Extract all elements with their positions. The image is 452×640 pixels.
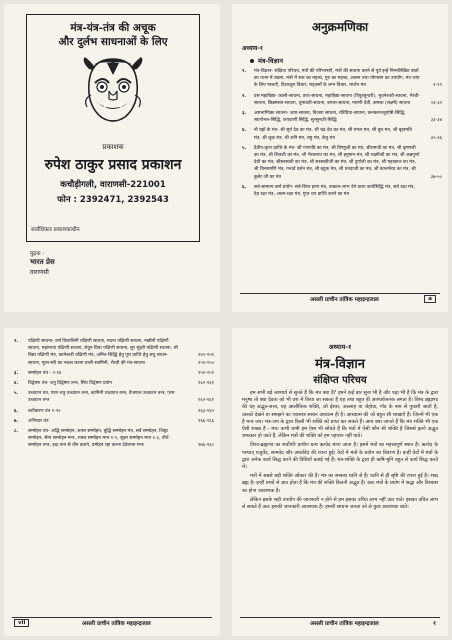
toc-item-number: २. xyxy=(242,93,247,99)
toc-chapter-title-text: मंत्र-विज्ञान xyxy=(258,57,283,65)
page-number: a xyxy=(424,295,436,303)
toc-item-number: ३. xyxy=(242,111,247,117)
printer-city: वाराणसी xyxy=(30,269,49,276)
contents-list xyxy=(14,338,214,453)
toc-item-number: ४. xyxy=(242,128,247,134)
page-number: vii xyxy=(14,619,29,627)
contents-item-pages: १६३-१६५ xyxy=(198,408,214,414)
contents-item-number: ६. xyxy=(14,408,19,414)
toc-footer xyxy=(240,293,440,304)
rights-note: सर्वाधिकार प्रकाशकाधीन xyxy=(31,227,80,233)
body-paragraph: लेकिन इसके सही उपयोग की जानकारी न होने से हम इसका उचित लाभ नहीं उठा पाते। इसका उचित लाभ ले सकते हैं अतः इसकी जानकारी आवश्यक है। हमारी साधना जनता को ले कुछ आवश्यक बातें। xyxy=(242,496,438,511)
contents-item-pages: १५१-१५१ xyxy=(198,370,214,376)
contents-item-text: अभिचार तंत्र xyxy=(28,418,49,424)
contents-item-number: ७. xyxy=(14,418,19,424)
toc-item-page: ३३-३४ xyxy=(430,118,442,124)
toc-item-text: अष्टभाग्यिका साधना- जया-साधना, विजया साधना, रतिप्रिया-साधना, कनकमञ्जुघोषी-सिद्धि, स्वर्णाभल-सिद्धि, जयवाणी सिद्धि, सुरसुन्दरी-सिद्धि xyxy=(254,111,406,124)
toc-item[interactable] xyxy=(242,127,442,141)
body-paragraph: मंत्रों में सबसे बड़ी शक्ति ओंकार की है। मंत्र का सम्बन्ध ध्वनि से है। ध्वनि से ही सृष्टि की रचना हुई है। शब्द ब्रह्म है। इन्हीं तथ्यों से ज्ञात होता है कि मंत्र की शक्ति कितनी अद्भुत है। अतः मंत्रों के प्रयोग में श्रद्धा और विश्वास का होना आवश्यक है। xyxy=(242,473,438,494)
toc-item[interactable] xyxy=(242,110,442,124)
contents-item-pages: १६१-१६१ xyxy=(198,381,214,387)
contents-item-text: यक्षिणी साधना- वर्ण विशालिनी यक्षिणी साधना, मदना यक्षिणी साधना, नखीनी यक्षिणी साधना, महामाया यक्षिणी साधना, शेवुन प्रिया यक्षिणी साधना, सुर सुंदरी यक्षिणी साधना, श्री विद्या यक्षिणी मंत्र, कामेश्वरी यक्षिणी मंत्र, अमित-सिद्धि हेतु पूरा प्राप्ति हेतु लघु साधन-साधना, मूला-स्त्री का नकल करना वाली स्वामिनी, भैरवी की मंत्र-साधना xyxy=(28,339,178,366)
contents-item-pages: १६६-१६६ xyxy=(198,418,214,424)
toc-item[interactable] xyxy=(242,68,442,90)
chapter-label: अध्याय-१ xyxy=(328,343,352,351)
bullet-icon xyxy=(250,59,254,63)
printer-name: भारत प्रेस xyxy=(30,258,55,266)
cover-title-line1: मंत्र-यंत्र-तंत्र की अचूक xyxy=(70,22,156,34)
contents-item-pages: १६२-१६२ xyxy=(198,398,214,404)
toc-item-page: ३७-५० xyxy=(430,174,442,180)
cover-title xyxy=(27,21,199,49)
contents-item-pages: १४९-१५१ १५१-१५० xyxy=(198,353,214,366)
cover-title-line2: और दुर्लभ साधनाओं के लिए xyxy=(58,36,168,48)
contents-item[interactable] xyxy=(14,408,214,415)
toc-list xyxy=(242,68,442,201)
contents-item[interactable] xyxy=(14,370,214,377)
toc-item-page: ३५-३६ xyxy=(430,135,442,141)
running-title: असली प्राचीन तांत्रिक महाइन्द्रजाल xyxy=(310,297,379,303)
toc-item-page: २३-३२ xyxy=(430,100,442,106)
body-paragraph: विश्व-ब्रह्माण्ड का सर्वोपरि प्राचीन ग्रन्थ ऋग्वेद माना जाता है। इसमें मंत्रों का महत्त्वपूर्ण स्थान है। ऋग्वेद के पश्चात् यजुर्वेद, सामवेद और अथर्ववेद की रचना हुई। वेदों में मंत्रों के प्रयोग का विवरण है। इन्हीं वेदों में मंत्रों के द्वारा अनेक कार्य सिद्ध करने की विधियाँ बताई गई हैं। मंत्र-शक्ति के द्वारा ही ऋषि-मुनि बहुत से कार्य सिद्ध करते थे। xyxy=(242,442,438,471)
contents-item[interactable] xyxy=(14,390,214,404)
demon-mask-icon xyxy=(77,55,149,125)
contents-item-text: उच्चाटन तंत्र, परम शत्रु उच्चाटन तन्त्र, कामिनी उच्चाटन तन्त्र, वैजयन्त उच्चाटन तन्त्र, परम उच्चाटन तन्त्र xyxy=(28,391,175,404)
toc-chapter-label: अध्याय-१ xyxy=(242,45,263,52)
contents-item-text: विद्वेषण तंत्र- शत्रु विद्वेषण तन्त्र, सिध विद्वेषण प्रयोग xyxy=(28,381,113,387)
publisher-phone: फोन : 2392471, 2392543 xyxy=(57,195,169,205)
contents-item-number: ३. xyxy=(14,370,19,376)
printer-label: मुद्रक : xyxy=(30,251,45,257)
contents-item-text: सम्मोहन तंत्र - १-१४ xyxy=(28,370,62,376)
contents-item-text: वशीकरण तंत्र १-२२ xyxy=(28,408,61,414)
chapter-subtitle: संक्षिप्त परिचय xyxy=(313,375,367,386)
toc-item-page: १-२२ xyxy=(433,83,442,89)
contents-item-number: ५. xyxy=(14,391,19,397)
toc-page xyxy=(232,4,448,312)
toc-item-text: दैवीय-कृपा प्राप्ति के मंत्र- श्री गणपति का मंत्र, श्री विष्णुजी का मंत्र, श्रीरामजी का मंत्र, श्री कृष्णजी का मंत्र, श्री शिवजी का मंत्र, श्री भैरवनाथ का मंत्र, श्री हनुमान मंत्र, श्री लक्ष्मीजी का मंत्र, श्री अन्नपूर्णा देवी का मंत्र, श्रीसरस्वती का मंत्र, श्री सरस्वतीजी का मंत्र, श्री दुर्गाजी का मंत्र, श्री महाकाल का मंत्र, श्री चिन्तामणि मंत्र, गन्धर्व दर्शन मंत्र, श्री बटुक मंत्र, श्री धनदाजी का मंत्र, श्री कालभैरव का मंत्र, श्री कुबेर जी का मंत्र xyxy=(254,145,420,180)
toc-item-number: ६. xyxy=(242,184,247,190)
toc-item-number: १. xyxy=(242,69,247,74)
toc-item[interactable] xyxy=(242,93,442,107)
contents-item-number: ८. xyxy=(14,429,19,435)
publisher-address: कचौड़ीगली, वाराणसी-221001 xyxy=(60,180,166,190)
contents-item[interactable] xyxy=(14,380,214,387)
contents-item[interactable] xyxy=(14,418,214,425)
toc-title: अनुक्रमणिका xyxy=(311,20,369,34)
contents-footer xyxy=(12,617,212,628)
contents-item[interactable] xyxy=(14,338,214,367)
contents-item-number: २. xyxy=(14,339,19,344)
imprint-page xyxy=(4,4,220,312)
toc-item-number: ५. xyxy=(242,145,247,151)
contents-item-text: सम्मोहन तंत्र- अद्धि सम्मोहन, शास्त्र सम्मोहन, बुद्धि सम्मोहन मंत्र, सर्व सम्मोहन, जिह्वा सम्मोहन, सैन्य सम्मोहन मन्त्र, शास्त्र सम्मोहन मन्त्र १-२, सूक्ष्म सम्मोहन मन्त्र १-३, तीर्थ सम्मोहन तन्त्र, इक्ष तन्त्र से तीन बताने, प्रमोहन रहा करना देवेलाना मन्त्र xyxy=(28,429,169,449)
page-number: १ xyxy=(433,621,436,627)
toc-item-text: नौ ग्रहों के मंत्र- श्री सूर्य देव का मंत्र, श्री चंद्र देव का मंत्र, श्री मंगल मंत्र, श्री बुध मंत्र, श्री बृहस्पति मंत्र, श्री शुक्र मंत्र, श्री शनि मंत्र, राहु मंत्र, केतु मंत्र xyxy=(254,128,412,141)
body-paragraph: हम सभी बड़े आश्चर्य से सुनते हैं कि मंत्र क्या है? हमने कई बार सुना भी है और पढ़ा भी है कि मंत्र के द्वारा मनुष्य तो क्या देवता को भी वश में किया जा सकता है यह तथ्य बहुत ही आश्चर्यजनक लगता है। विश्व ब्रह्माण्ड की यह अद्भुत-सत्ता, यह आलौकिक शक्ति, जो ईश्वर, अल्लाह या जेहोवा, गॉड के नाम से पुकारी जाती है, उसको देखने या समझने का एकमात्र साधन अध्यात्म ही है। आध्यात्म की जो बहुत सी शाखाएँ हैं। जिनमें भी एक है मन्त्र जप। मंत्र-जप के द्वारा किसी भी शक्ति को प्राप्त कर सकते हैं। आप क्या जानते हैं कि मंत्र शक्ति भी एक ऐसी शाखा है - मंत्र। कभी कभी हम ऐसा भी सोचते हैं कि मंत्रों में ऐसी कौन सी शक्ति है जिससे इतने अद्भुत चमत्कार हो जाते हैं, लेकिन मंत्रों की शक्ति को हम पहचान नहीं पाते। xyxy=(242,390,438,440)
chapter-page xyxy=(232,328,448,636)
toc-item-text: मंत्र-विज्ञान- संक्षिप्त परिचय, मंत्रों की परिभाषाएँ, मंत्रों की साधना करने से पूर्व इन्हें निम्नलिखित बातों का ध्यान में रखना, मंत्रों में स्वर का महत्त्व, गुरु का महत्त्व, आसन तथा योगासन का उपयोग, मंत्र जाप के लिए मालाएँ, दिशाशूल विचार, षट्कर्मों के लग्न विचार, मार्जन मंत्र xyxy=(254,69,420,89)
toc-item[interactable] xyxy=(242,184,442,198)
toc-item[interactable] xyxy=(242,145,442,181)
chapter-title: मंत्र-विज्ञान xyxy=(315,357,365,372)
contents-item-pages: १७६-१६० xyxy=(198,443,214,449)
toc-item-text: दस महाविद्या- काली-साधना, तारा-साधना, महाविद्या-साधना (त्रिपुरसुन्दरी), भुवनेश्वरी-साधना, भैरवी-साधना, छिन्नमस्ता-साधना, धूमावती-साधना, बगला-साधना, मातंगी देवी, कमला (लक्ष्मी) साधना xyxy=(254,93,420,106)
toc-item-text: सर्व-सामान्य कर्म प्रयोग- सर्व-विघ्न हरण मंत्र, तत्काल लाभ देने वाला कार्यसिद्धि मंत्र, सर्व रक्षा मंत्र, देह रक्षा मंत्र, आत्म-रक्षा मंत्र, गुप्त धन प्राप्ति करने का मंत्र xyxy=(254,184,415,198)
running-title: असली प्राचीन तांत्रिक महाइन्द्रजाल xyxy=(310,621,379,627)
publisher-name: रुपेश ठाकुर प्रसाद प्रकाशन xyxy=(44,157,182,173)
contents-continued-page xyxy=(4,328,220,636)
imprint-frame xyxy=(26,14,200,242)
contents-item-number: ४. xyxy=(14,381,19,387)
chapter-footer xyxy=(240,617,440,628)
contents-item[interactable] xyxy=(14,428,214,450)
running-title: असली प्राचीन तांत्रिक महाइन्द्रजाल xyxy=(82,621,151,627)
publisher-label: प्रकाशक xyxy=(102,143,124,151)
toc-chapter-title xyxy=(250,56,283,65)
chapter-body xyxy=(242,390,438,513)
